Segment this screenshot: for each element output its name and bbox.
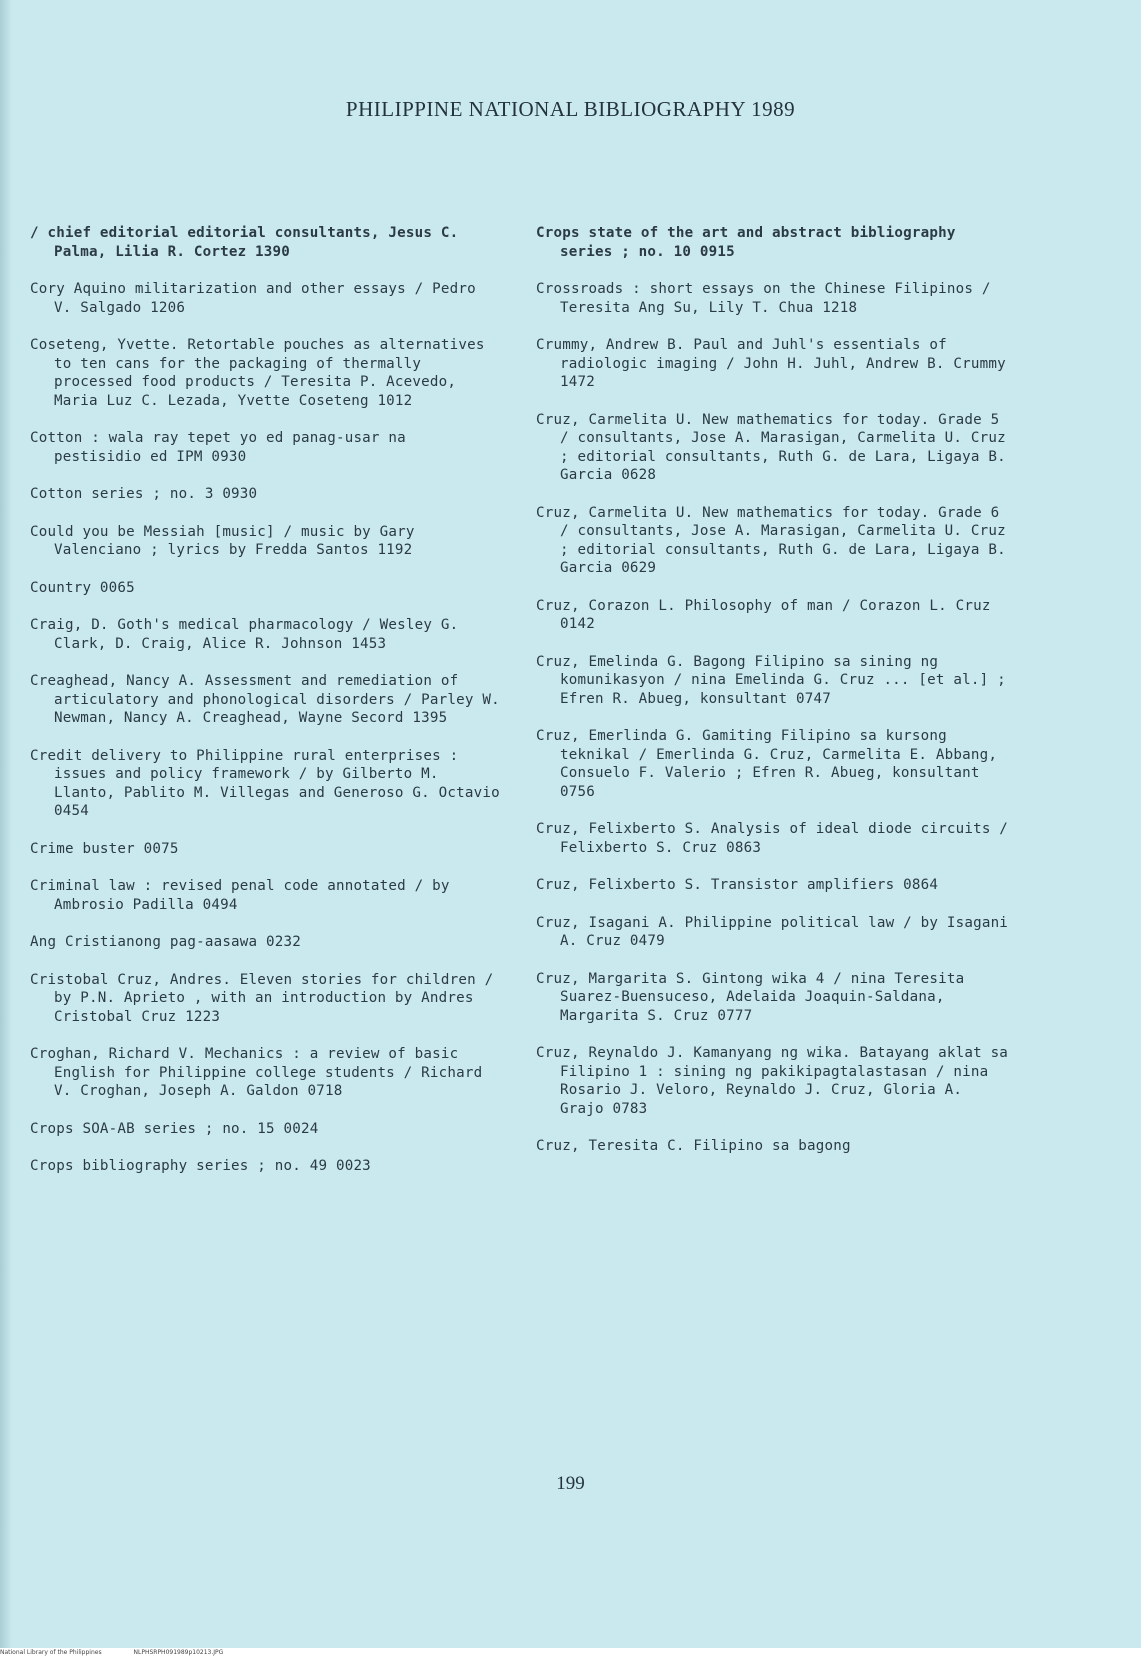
bibliography-entry: Cruz, Isagani A. Philippine political law / by Isagani A. Cruz 0479 [536, 914, 1009, 949]
bibliography-entry: Country 0065 [30, 579, 135, 596]
bibliography-entry: Crops bibliography series ; no. 49 0023 [30, 1158, 371, 1174]
bibliography-entry: Could you be Messiah [music] / music by Gary Valenciano ; lyrics by Fredda Santos 1192 [30, 523, 415, 558]
bibliography-entry: Cruz, Emelinda G. Bagong Filipino sa sining ng komunikasyon / nina Emelinda G. Cruz ... [et al.] ; Efren R. Abueg, konsultant 0747 [536, 653, 1006, 707]
bibliography-entry: Croghan, Richard V. Mechanics : a review of basic English for Philippine college students / Richard V. Croghan, Joseph A. Galdon 0718 [30, 1046, 483, 1099]
footer [0, 1648, 1141, 1658]
bibliography-entry: Crossroads : short essays on the Chinese Filipinos / Teresita Ang Su, Lily T. Chua 1218 [536, 281, 991, 316]
bibliography-entry: Crummy, Andrew B. Paul and Juhl's essentials of radiologic imaging / John H. Juhl, Andrew B. Crummy 1472 [536, 337, 1006, 390]
bibliography-entry: Criminal law : revised penal code annotated / by Ambrosio Padilla 0494 [30, 878, 450, 913]
bibliography-entry: Cruz, Felixberto S. Analysis of ideal diode circuits / Felixberto S. Cruz 0863 [536, 821, 1009, 856]
bibliography-entry: Cristobal Cruz, Andres. Eleven stories for children / by P.N. Aprieto , with an introduction by Andres Cristobal Cruz 1223 [30, 971, 494, 1025]
bibliography-entry: Cruz, Carmelita U. New mathematics for today. Grade 6 / consultants, Jose A. Marasigan, Carmelita U. Cruz ; editorial consultants, Ruth G. de Lara, Ligaya B. Garcia 0629 [536, 504, 1006, 576]
bibliography-entry: Cotton series ; no. 3 0930 [30, 486, 258, 502]
footer-library: National Library of the Philippines [0, 1649, 102, 1656]
bibliography-entry: Cruz, Corazon L. Philosophy of man / Corazon L. Cruz 0142 [536, 597, 991, 632]
left-column [30, 224, 500, 1195]
bibliography-entry: Crops SOA-AB series ; no. 15 0024 [30, 1120, 319, 1137]
bibliography-entry: Creaghead, Nancy A. Assessment and remediation of articulatory and phonological disorders / Parley W. Newman, Nancy A. Creaghead, Wayne Secord 1395 [30, 673, 500, 726]
bibliography-entry: Cruz, Margarita S. Gintong wika 4 / nina Teresita Suarez-Buensuceso, Adelaida Joaquin-Saldana, Margarita S. Cruz 0777 [536, 970, 965, 1024]
bibliography-entry: Cruz, Felixberto S. Transistor amplifiers 0864 [536, 877, 939, 893]
binding-edge [0, 0, 12, 1658]
bibliography-entry: / chief editorial editorial consultants, Jesus C. Palma, Lilia R. Cortez 1390 [30, 225, 459, 260]
bibliography-entry: Cory Aquino militarization and other essays / Pedro V. Salgado 1206 [30, 281, 476, 316]
bibliography-entry: Ang Cristianong pag-aasawa 0232 [30, 934, 301, 950]
bibliography-entry: Crime buster 0075 [30, 840, 179, 857]
bibliography-entry: Cruz, Teresita C. Filipino sa bagong [536, 1138, 851, 1154]
page-title: PHILIPPINE NATIONAL BIBLIOGRAPHY 1989 [345, 97, 796, 121]
bibliography-entry: Crops state of the art and abstract bibliography series ; no. 10 0915 [536, 225, 956, 260]
bibliography-entry: Cotton : wala ray tepet yo ed panag-usar na pestisidio ed IPM 0930 [30, 430, 406, 465]
bibliography-entry: Craig, D. Goth's medical pharmacology / Wesley G. Clark, D. Craig, Alice R. Johnson 1453 [30, 617, 459, 652]
right-column [536, 224, 1011, 1175]
bibliography-entry: Cruz, Emerlinda G. Gamiting Filipino sa kursong teknikal / Emerlinda G. Cruz, Carmelita E. Abbang, Consuelo F. Valerio ; Efren R. Abueg, konsultant 0756 [536, 728, 998, 800]
page-number: 199 [556, 1473, 585, 1494]
bibliography-entry: Cruz, Carmelita U. New mathematics for today. Grade 5 / consultants, Jose A. Marasigan, Carmelita U. Cruz ; editorial consultants, Ruth G. de Lara, Ligaya B. Garcia 0628 [536, 411, 1006, 483]
bibliography-entry: Coseteng, Yvette. Retortable pouches as alternatives to ten cans for the packaging of thermally processed food products / Teresita P. Acevedo, Maria Luz C. Lezada, Yvette Coseteng 1012 [30, 337, 485, 409]
bibliography-entry: Cruz, Reynaldo J. Kamanyang ng wika. Batayang aklat sa Filipino 1 : sining ng pakikipagtalastasan / nina Rosario J. Veloro, Reynaldo J. Cruz, Gloria A. Grajo 0783 [536, 1045, 1009, 1117]
footer-file: NLPHSRPH091989p10213.JPG [133, 1649, 224, 1656]
bibliography-entry: Credit delivery to Philippine rural enterprises : issues and policy framework / by Gilberto M. Llanto, Pablito M. Villegas and Generoso G. Octavio 0454 [30, 747, 500, 819]
